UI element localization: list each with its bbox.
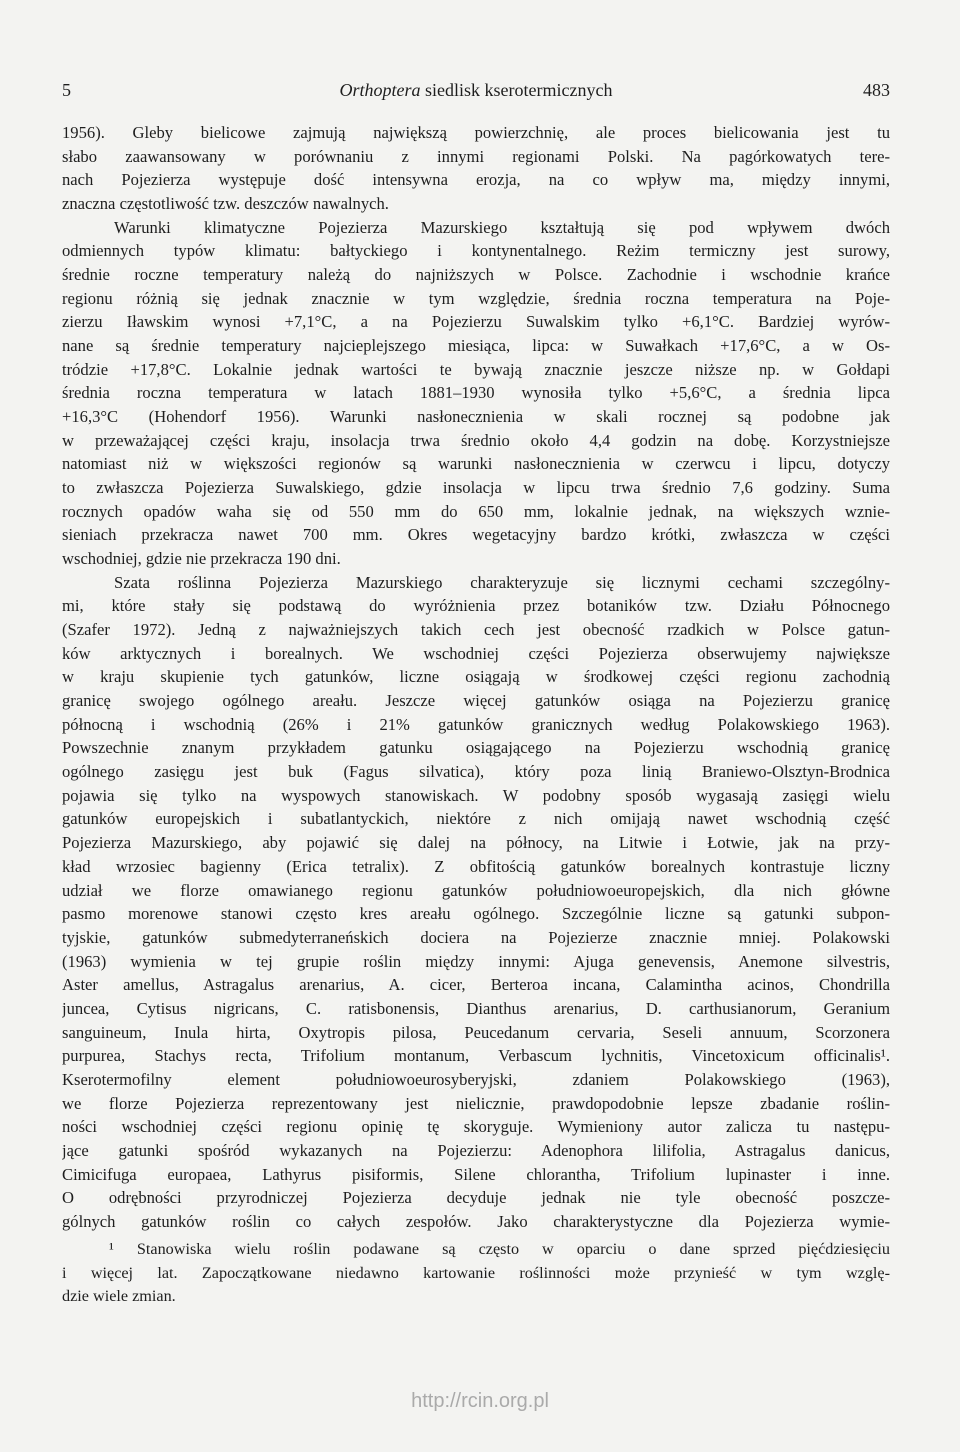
- body-line: nach Pojezierza występuje dość intensywna erozja, na co wpływ ma, między innymi,: [62, 170, 890, 190]
- body-line: pojawia się tylko na wyspowych stanowiskach. W podobny sposób wygasają zasięgi wielu: [62, 785, 890, 805]
- body-line: słabo zaawansowany w porównaniu z innymi regionami Polski. Na pagórkowatych tere-: [62, 146, 890, 166]
- body-line: (Szafer 1972). Jedną z najważniejszych takich cech jest obecność rzadkich w Polsce gatun-: [62, 620, 890, 640]
- source-url-watermark: http://rcin.org.pl: [411, 1390, 549, 1412]
- body-line: to zwłaszcza Pojezierza Suwalskiego, gdzie insolacja w lipcu trwa średnio 7,6 godziny. Suma: [62, 478, 890, 498]
- body-line: w przeważającej części kraju, insolacja trwa średnio około 4,4 godzin na dobę. Korzystniejsze: [62, 430, 890, 450]
- body-line: w kraju skupienie tych gatunków, liczne osiągają w środkowej części regionu zachodnią: [62, 667, 890, 687]
- body-line: ności wschodniej części regionu opinię tę skoryguje. Wymieniony autor zalicza tu następu-: [62, 1117, 890, 1137]
- page-number-right: 483: [863, 80, 890, 100]
- body-line: we florze Pojezierza reprezentowany jest nielicznie, prawdopodobnie lepsze zbadanie roślin-: [62, 1093, 890, 1113]
- body-line: O odrębności przyrodniczej Pojezierza decyduje jednak nie tyle obecność poszcze-: [62, 1188, 890, 1208]
- body-line: +16,3°C (Hohendorf 1956). Warunki nasłonecznienia w skali rocznej są podobne jak: [62, 407, 890, 427]
- body-line: sieniach przekracza nawet 700 mm. Okres wegetacyjny bardzo krótki, zwłaszcza w części: [62, 525, 890, 545]
- body-line: zierzu Iławskim wynosi +7,1°C, a na Pojezierzu Suwalskim tylko +6,1°C. Bardziej wyrów-: [62, 312, 890, 332]
- footnote-line: ¹ Stanowiska wielu roślin podawane są często w oparciu o dane sprzed pięćdziesięciu: [109, 1240, 890, 1258]
- running-title-italic: Orthoptera: [339, 80, 421, 100]
- body-line: Pojezierza Mazurskiego, aby pojawić się dalej na północy, na Litwie i Łotwie, jak na przy-: [62, 833, 890, 853]
- body-line: regionu różnią się jednak znacznie w tym względzie, średnia roczna temperatura na Poje-: [62, 288, 890, 308]
- body-line: udział we florze omawianego regionu gatunków południowoeuropejskich, dla nich główne: [62, 880, 890, 900]
- body-line: mi, które stały się podstawą do wyróżnienia przez botaników tzw. Działu Północnego: [62, 596, 890, 616]
- body-line: sanguineum, Inula hirta, Oxytropis pilosa, Peucedanum cervaria, Seseli annuum, Scorzonera: [62, 1022, 890, 1042]
- body-line: Powszechnie znanym przykładem gatunku osiągającego na Pojezierzu wschodnią granicę: [62, 738, 890, 758]
- body-line: Warunki klimatyczne Pojezierza Mazurskiego kształtują się pod wpływem dwóch: [114, 217, 890, 237]
- body-line: 1956). Gleby bielicowe zajmują największą powierzchnię, ale proces bielicowania jest tu: [62, 123, 890, 142]
- body-line: Kserotermofilny element południowoeurosyberyjski, zdaniem Polakowskiego (1963),: [62, 1069, 890, 1089]
- body-line: kład wrzosiec bagienny (Erica tetralix). Z obfitością gatunków borealnych kontrastuje liczny: [62, 856, 890, 876]
- body-text: [62, 121, 890, 1234]
- body-line: tródzie +17,8°C. Lokalnie jednak wartości te bywają znacznie jeszcze niższe np. w Gołdapi: [62, 359, 890, 379]
- body-line: nane są średnie temperatury najcieplejszego miesiąca, lipca: w Suwałkach +17,6°C, a w Os-: [62, 336, 890, 356]
- body-line: gatunków europejskich i subatlantyckich, niektóre z nich omijają nawet wschodnią część: [62, 809, 890, 829]
- body-line: wschodniej, gdzie nie przekracza 190 dni.: [62, 549, 341, 569]
- body-line: purpurea, Stachys recta, Trifolium montanum, Verbascum lychnitis, Vincetoxicum officinalis¹.: [62, 1046, 890, 1066]
- body-line: tyjskie, gatunków submedyterraneńskich dociera na Pojezierze znacznie mniej. Polakowski: [62, 927, 890, 947]
- body-line: średnie roczne temperatury należą do najniższych w Polsce. Zachodnie i wschodnie krańce: [62, 265, 890, 285]
- body-line: średnia roczna temperatura w latach 1881–1930 wynosiła tylko +5,6°C, a średnia lipca: [62, 383, 890, 403]
- running-title: [62, 80, 890, 101]
- body-line: granicę swojego ogólnego areału. Jeszcze więcej gatunków osiąga na Pojezierzu granicę: [62, 691, 890, 711]
- body-line: ogólnego zasięgu jest buk (Fagus silvatica), który poza linią Braniewo-Olsztyn-Brodnica: [62, 762, 890, 782]
- body-line: Cimicifuga europaea, Lathyrus pisiformis, Silene chlorantha, Trifolium lupinaster i inne.: [62, 1164, 890, 1184]
- footnote-line: i więcej lat. Zapoczątkowane niedawno kartowanie roślinności może przynieść w tym wzglę-: [62, 1263, 890, 1282]
- body-line: rocznych opadów waha się od 550 mm do 650 mm, lokalnie jednak, na większych wznie-: [62, 501, 890, 521]
- body-line: Aster amellus, Astragalus arenarius, A. cicer, Berteroa incana, Calamintha acinos, Chondrilla: [62, 975, 890, 995]
- body-line: znaczna częstotliwość tzw. deszczów nawalnych.: [62, 194, 389, 214]
- body-line: odmiennych typów klimatu: bałtyckiego i kontynentalnego. Reżim termiczny jest surowy,: [62, 241, 890, 261]
- running-title-rest: siedlisk kserotermicznych: [420, 80, 613, 100]
- body-line: (1963) wymienia w tej grupie roślin między innymi: Ajuga genevensis, Anemone silvestris,: [62, 951, 890, 971]
- body-line: jące gatunki spośród wykazanych na Pojezierzu: Adenophora lilifolia, Astragalus danicus,: [62, 1140, 890, 1160]
- body-line: natomiast niż w większości regionów są warunki nasłonecznienia w czerwcu i lipcu, dotyczy: [62, 454, 890, 474]
- footnote-line: dzie wiele zmian.: [62, 1287, 176, 1305]
- body-line: ków arktycznych i borealnych. We wschodniej części Pojezierza obserwujemy największe: [62, 643, 890, 663]
- body-line: północną i wschodnią (26% i 21% gatunków granicznych według Polakowskiego 1963).: [62, 714, 890, 734]
- body-line: juncea, Cytisus nigricans, C. ratisbonensis, Dianthus arenarius, D. carthusianorum, Geranium: [62, 998, 890, 1018]
- body-line: gólnych gatunków roślin co całych zespołów. Jako charakterystyczne dla Pojezierza wymie-: [62, 1211, 890, 1231]
- page-header: [62, 80, 890, 104]
- body-line: pasmo morenowe stanowi często kres areału ogólnego. Szczególnie liczne są gatunki subpon-: [62, 904, 890, 924]
- body-line: Szata roślinna Pojezierza Mazurskiego charakteryzuje się licznymi cechami szczególny-: [114, 572, 890, 592]
- page-number-left: 5: [62, 80, 71, 100]
- footnote: [62, 1238, 890, 1309]
